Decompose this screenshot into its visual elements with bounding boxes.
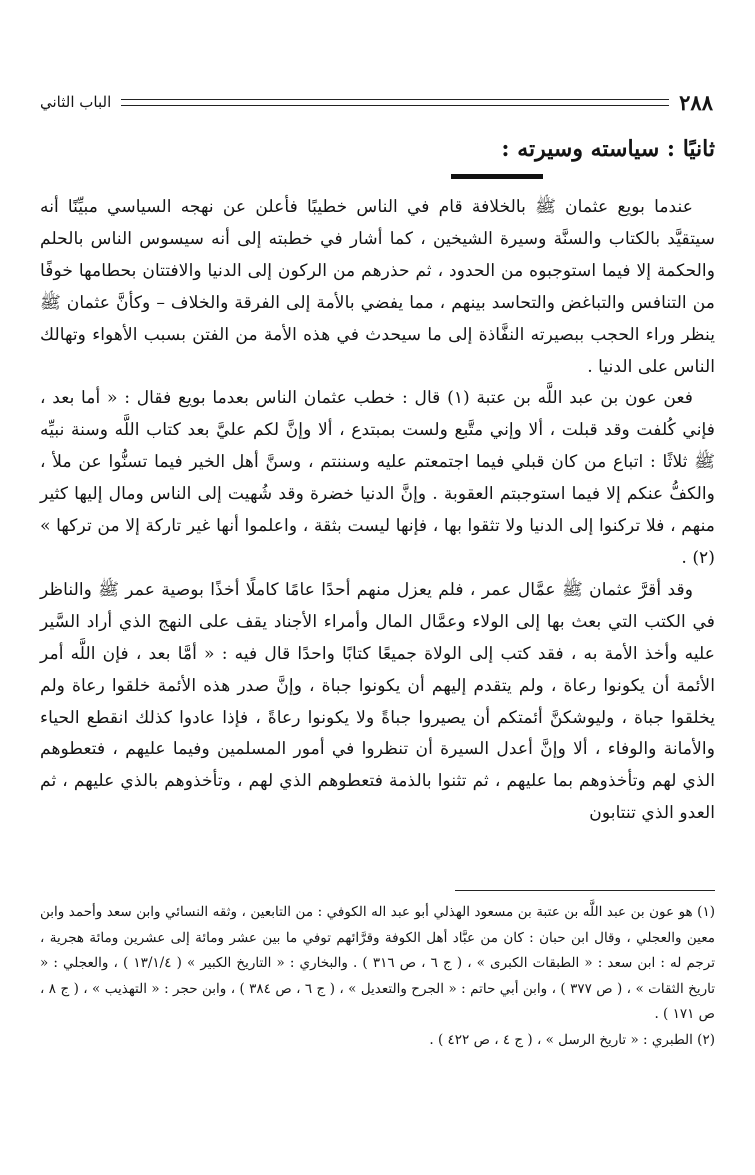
heading-underline <box>451 174 543 179</box>
footnote: (٢) الطبري : « تاريخ الرسل » ، ( ج ٤ ، ص ٤٢٢ ) . <box>429 1031 715 1048</box>
page-number: ٢٨٨ <box>679 89 713 115</box>
footnotes <box>40 900 715 1053</box>
body-text <box>40 192 715 830</box>
paragraph: فعن عون بن عبد اللَّه بن عتبة (١) قال : خطب عثمان الناس بعدما بويع فقال : « أما بعد ، فإني كُلفت وقد قبلت ، ألا وإني متَّبع ولست بمبتدع ، ألا وإنَّ لكم عليَّ بعد كتاب اللَّه وسنة نبيِّه ﷺ ثلاثًا : اتباع من كان قبلي فيما اجتمعتم عليه وسننتم ، وسنَّ أهل الخير فيما تسنُّوا عن ملأ ، والكفُّ عنكم إلا فيما استوجبتم العقوبة . وإنَّ الدنيا خضرة وقد شُهيت إلى الناس ومال إليها كثير منهم ، فلا تركنوا إلى الدنيا ولا تثقوا بها ، فإنها ليست بثقة ، واعلموا أنها غير تاركة إلا من تركها » (٢) . <box>40 388 715 568</box>
running-header-section-name: الباب الثاني <box>40 93 112 111</box>
section-heading: ثانيًا : سياسته وسيرته : <box>501 136 715 162</box>
paragraph: عندما بويع عثمان ﷺ بالخلافة قام في الناس خطيبًا فأعلن عن نهجه السياسي مبيِّنًا أنه سيتقيَّد بالكتاب والسنَّة وسيرة الشيخين ، كما أشار في خطبته إلى أنه سيسوس الناس بالحلم والحكمة إلا فيما استوجبوه من الحدود ، ثم حذرهم من الركون إلى الدنيا والافتتان بحطامها خوفًا من التنافس والتباغض والتحاسد بينهم ، مما يفضي بالأمة إلى الفرقة والخلاف – وكأنَّ عثمان ﷺ ينظر وراء الحجب ببصيرته النفَّاذة إلى ما سيحدث في هذه الأمة من الفتن بسبب الأهواء وتهالك الناس على الدنيا . <box>40 197 715 377</box>
running-header <box>40 88 713 116</box>
paragraph: وقد أقرَّ عثمان ﷺ عمَّال عمر ، فلم يعزل منهم أحدًا عامًا كاملًا أخذًا بوصية عمر ﷺ والناظر في الكتب التي بعث بها إلى الولاء وعمَّال المال وأمراء الأجناد يقف على النهج الذي أراد السَّير عليه وأخذ الأمة به ، فقد كتب إلى الولاة جميعًا كتابًا واحدًا قال فيه : « أمَّا بعد ، فإن اللَّه أمر الأئمة أن يكونوا رعاة ، ولم يتقدم إليهم أن يكونوا جباة ، وإنَّ صدر هذه الأئمة خلقوا رعاة ولم يخلقوا جباة ، وليوشكنَّ أئمتكم أن يصيروا جباةً ولا يكونوا رعاةً ، فإذا عادوا كذلك انقطع الحياء والأمانة والوفاء ، ألا وإنَّ أعدل السيرة أن تنظروا في أمور المسلمين وفيما عليهم ، فتعطوهم الذي لهم وتأخذوهم بما عليهم ، ثم تثنوا بالذمة فتعطوهم الذي لهم ، وتأخذوهم بالذي عليهم ، ثم العدو الذي تنتابون <box>40 579 715 824</box>
header-double-rule <box>121 99 669 106</box>
footnote: (١) هو عون بن عبد اللَّه بن عتبة بن مسعود الهذلي أبو عبد اله الكوفي : من التابعين ، وثقه النسائي وابن سعد وأحمد وابن معين والعجلي ، وقال ابن حبان : كان من عبَّاد أهل الكوفة وقرَّائهم توفي ما بين عشر ومائة إلى عشرين ومائة هجرية ، ترجم له : ابن سعد : « الطبقات الكبرى » ، ( ج ٦ ، ص ٣١٦ ) . والبخاري : « التاريخ الكبير » ( ١٣/١/٤ ) ، والعجلي : « تاريخ الثقات » ، ( ص ٣٧٧ ) ، وابن أبي حاتم : « الجرح والتعديل » ، ( ج ٦ ، ص ٣٨٤ ) ، وابن حجر : « التهذيب » ، ( ج ٨ ، ص ١٧١ ) . <box>40 904 715 1022</box>
footnote-separator <box>455 890 715 891</box>
